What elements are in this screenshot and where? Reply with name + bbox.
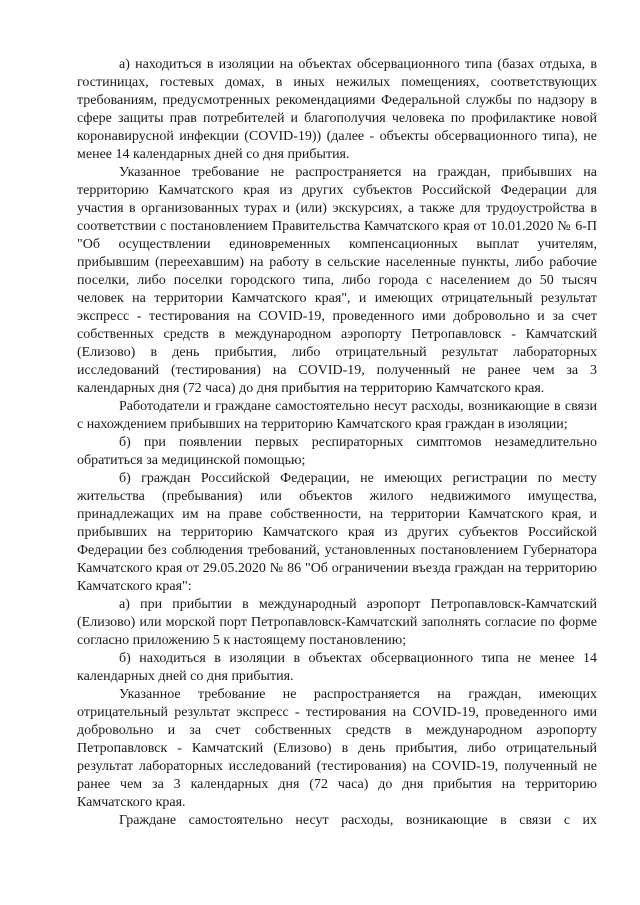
paragraph-expenses-employers: Работодатели и граждане самостоятельно несут расходы, возникающие в связи с нахождением прибывших на территорию Камчатского края граждан в изоляции; — [77, 399, 597, 432]
paragraph-isolation-14-days: б) находиться в изоляции в объектах обсервационного типа не менее 14 календарных дней со дня прибытия. — [77, 651, 597, 684]
paragraph-isolation-observation: а) находиться в изоляции на объектах обсервационного типа (базах отдыха, в гостиницах, гостевых домах, в иных нежилых помещениях, соответствующих требованиям, предусмотренных рекомендациями Федеральной службы по надзору в сфере защиты прав потребителей и благополучия человека по профилактике новой коронавирусной инфекции (COVID-19)) (далее - объекты обсервационного типа), не менее 14 календарных дней со дня прибытия. — [77, 57, 597, 162]
document-page — [77, 56, 597, 830]
paragraph-consent-on-arrival: а) при прибытии в международный аэропорт Петропавловск-Камчатский (Елизово) или морской порт Петропавловск-Камчатский заполнять согласие по форме согласно приложению 5 к настоящему постановлению; — [77, 597, 597, 648]
paragraph-exemption-tours: Указанное требование не распространяется на граждан, прибывших на территорию Камчатского края из других субъектов Российской Федерации для участия в организованных турах и (или) экскурсиях, а также для трудоустройства в соответствии с постановлением Правительства Камчатского края от 10.01.2020 № 6-П "Об осуществлении единовременных компенсационных выплат учителям, прибывшим (переехавшим) на работу в сельские населенные пункты, либо рабочие поселки, либо поселки городского типа, либо города с населением до 50 тысяч человек на территории Камчатского края", и имеющих отрицательный результат экспресс - тестирования на COVID-19, проведенного ими добровольно и за счет собственных средств в международном аэропорту Петропавловск - Камчатский (Елизово) в день прибытия, либо отрицательный результат лабораторных исследований (тестирования) на COVID-19, полученный не ранее чем за 3 календарных дня (72 часа) до дня прибытия на территорию Камчатского края. — [77, 165, 597, 396]
paragraph-citizens-expenses: Граждане самостоятельно несут расходы, возникающие в связи с их — [119, 813, 597, 828]
paragraph-exemption-negative-test: Указанное требование не распространяется на граждан, имеющих отрицательный результат экспресс - тестирования на COVID-19, проведенного ими добровольно и за счет собственных средств в международном аэропорту Петропавловск - Камчатский (Елизово) в день прибытия, либо отрицательный результат лабораторных исследований (тестирования) на COVID-19, полученный не ранее чем за 3 календарных дня (72 часа) до дня прибытия на территорию Камчатского края. — [77, 687, 597, 810]
paragraph-respiratory-symptoms: б) при появлении первых респираторных симптомов незамедлительно обратиться за медицинской помощью; — [77, 435, 597, 468]
paragraph-citizens-no-registration: б) граждан Российской Федерации, не имеющих регистрации по месту жительства (пребывания) или объектов жилого недвижимого имущества, принадлежащих им на праве собственности, на территории Камчатского края, и прибывших на территорию Камчатского края из других субъектов Российской Федерации без соблюдения требований, установленных постановлением Губернатора Камчатского края от 29.05.2020 № 86 "Об ограничении въезда граждан на территорию Камчатского края": — [77, 471, 597, 594]
